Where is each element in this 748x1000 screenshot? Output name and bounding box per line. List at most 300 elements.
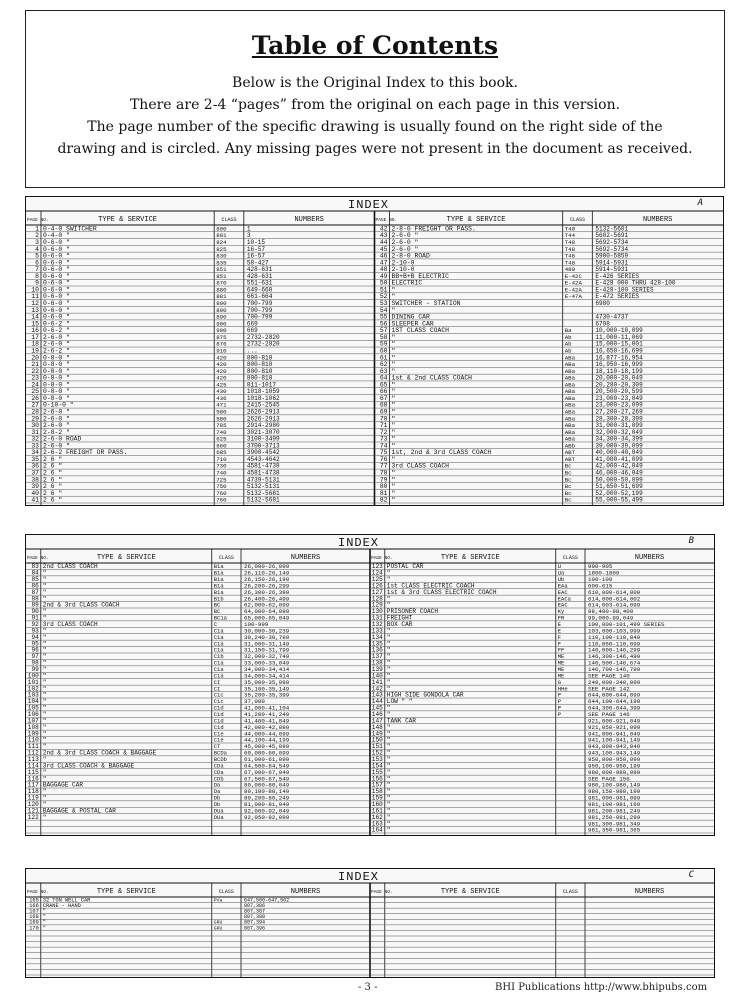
class-cell: 730 [216,462,227,470]
class-cell: ABa [564,394,576,402]
header-class: CLASS [562,555,578,561]
class-cell: 875 [216,333,227,341]
page-number-cell: 18 [31,340,39,348]
numbers-cell: 81,000-81,049 [244,801,290,808]
page-number-cell: 44 [379,238,388,246]
numbers-cell: 981,000-981,099 [588,794,641,802]
type-service-cell: 0-4-0 SWITCHER [42,225,97,233]
type-service-cell: " [42,768,47,776]
type-service-cell: 2-8-0 FREIGHT OR PASS. [391,225,476,233]
page-number-cell: 135 [371,640,383,648]
numbers-cell: 428-631 [246,266,273,274]
page-number-cell: 41 [31,496,39,504]
type-service-cell: BAGGAGE & POSTAL CAR [42,807,116,815]
numbers-cell: 30,240-30,799 [244,633,290,641]
class-cell: EACa [557,595,571,603]
class-cell: ME [557,666,565,673]
type-service-cell: " [391,408,396,416]
numbers-cell: 980,150-980,199 [588,788,641,796]
numbers-cell: 146,700-146,799 [588,666,641,673]
numbers-cell: 800-810 [246,367,273,375]
class-cell: ME [557,653,565,661]
numbers-cell: 614,000-614,002 [588,595,641,603]
type-service-cell: " [42,595,47,603]
numbers-cell: 5914-5931 [595,266,629,274]
class-cell: T48 [564,245,576,253]
class-cell: T44 [564,232,576,240]
numbers-cell: 800-810 [246,374,273,382]
class-cell: T48 [564,238,576,246]
type-service-cell: " [42,576,47,583]
class-cell: C1a [213,646,224,654]
page-number-cell: 64 [379,374,388,382]
page-number-cell: 156 [371,775,383,783]
page-number-cell: 37 [31,469,39,477]
page-number-cell: 62 [379,361,388,369]
numbers-cell: 60,000-60,099 [244,749,290,757]
type-service-cell: " [391,381,396,389]
numbers-cell: 644,000-644,099 [588,691,641,699]
type-service-cell: " [386,813,391,821]
class-cell: GRU [213,926,223,932]
page-number-cell: 112 [27,749,39,757]
type-service-cell: " [391,293,396,301]
page-number-cell: 118 [27,788,39,796]
type-service-cell: 0-6-0 " [42,313,70,321]
type-service-cell: 2-6-0 " [42,340,70,348]
type-service-cell: " [42,588,47,596]
numbers-cell: 807,388 [244,914,266,921]
type-service-cell: " [42,678,47,686]
type-service-cell: 0-6-0 " [42,286,70,294]
numbers-cell: 67,500-67,549 [244,775,290,783]
class-cell: 890 [216,306,227,314]
page-number-cell: 68 [379,401,388,409]
page-number-cell: 117 [27,781,39,789]
page-number-cell: 100 [27,672,39,680]
type-service-cell: " [42,685,47,693]
page-number-cell: 28 [31,408,39,416]
page-number-cell: 47 [379,259,388,267]
type-service-cell: " [386,646,391,654]
page-number-cell: 71 [379,422,388,430]
page-number-cell: 101 [27,678,39,686]
type-service-cell: 2-8-0 ROAD [391,252,430,260]
header-class: CLASS [218,889,234,895]
type-service-cell: 1st & 3rd CLASS ELECTRIC COACH [386,588,497,596]
type-service-cell: " [391,428,396,436]
page-number-cell: 73 [379,435,388,443]
page-number-cell: 147 [371,717,383,725]
type-service-cell: " [391,286,396,294]
class-cell: C1c [213,698,224,706]
type-service-cell: BAGGAGE CAR [42,781,84,789]
type-service-cell: " [42,756,47,763]
type-service-cell: " [386,653,391,661]
page-number-cell: 98 [31,659,39,667]
numbers-cell: 31,000-31,099 [595,422,643,430]
numbers-cell: 16-57 [246,245,266,253]
type-service-cell: 2 6 " [42,483,63,491]
class-cell: ABa [564,415,576,423]
class-cell: 420 [216,361,227,369]
page-number-cell: 61 [379,354,388,362]
numbers-cell: 52,000-52,199 [595,489,643,497]
index-title: INDEX [348,198,390,212]
class-cell: EAC [557,601,568,609]
page-number-cell: 86 [31,582,39,590]
numbers-cell: 921,050-921,099 [588,723,641,731]
numbers-cell: 5692-5734 [595,245,629,253]
page-number-cell: 114 [27,762,39,770]
index-scan-b [25,534,715,836]
numbers-cell: 428-631 [246,272,273,280]
class-cell: Bc [564,496,572,504]
numbers-cell: 146,000-146,299 [588,646,641,654]
page-number-cell: 77 [379,462,388,470]
toc-line: Below is the Original Index to this book. [232,75,518,91]
type-service-cell: 0-8-0 " [42,354,70,362]
numbers-cell: 146,500-146,674 [588,659,641,667]
page-number-cell: 60 [379,347,388,355]
class-cell: CT [213,743,221,751]
page-number-cell: 144 [371,698,383,706]
page-number-cell: 59 [379,340,388,348]
class-cell: B1a [213,569,224,577]
page-number-cell: 158 [371,788,383,796]
class-cell: 876 [216,340,227,348]
class-cell: Bc [564,483,572,491]
type-service-cell: 2-6-0 " [391,232,419,240]
numbers-cell: 1 [246,225,251,233]
class-cell: Db [213,794,221,802]
class-cell: EAC [557,588,568,596]
type-service-cell: " [391,489,396,497]
numbers-cell: 110,100-110,849 [588,633,641,641]
type-service-cell: " [42,640,47,648]
numbers-cell: E-428-100 SERIES [595,286,654,294]
class-cell: ABb [564,442,576,450]
numbers-cell: 58-427 [246,259,269,267]
class-cell: 425 [216,381,227,389]
header-page-no: PAGE NO. [375,218,398,223]
type-service-cell: " [391,367,396,375]
type-service-cell: " [386,730,391,738]
class-cell: Da [213,781,221,789]
type-service-cell: " [386,736,391,744]
class-cell: 900 [216,327,227,335]
class-cell: 824 [216,238,227,246]
class-cell: B1a [213,576,224,583]
type-service-cell: " [42,627,47,635]
numbers-cell: 32,000-32,049 [595,428,643,436]
numbers-cell: 92,050-92,099 [244,813,290,821]
numbers-cell: 943,000-943,049 [588,743,641,751]
type-service-cell: 0-8-0 " [42,361,70,369]
numbers-cell: 941,000-941,049 [588,730,641,738]
type-service-cell: " [386,704,391,712]
numbers-cell: 4581-4738 [246,469,280,477]
class-cell: FF [557,646,565,654]
class-cell: ME [557,659,565,667]
page-number-cell: 140 [371,672,383,680]
type-service-cell: " [386,601,391,609]
type-service-cell: 2 6 " [42,496,63,504]
page-number-cell: 137 [371,653,383,661]
numbers-cell: 669 [246,327,258,335]
numbers-cell: E-428 000 THRU 428-100 [595,279,676,287]
page-number-cell: 126 [371,582,383,590]
numbers-cell: 1800-1809 [588,569,620,577]
class-cell: 740 [216,469,227,477]
numbers-cell: 67,000-67,049 [244,768,290,776]
type-service-cell: 0-6-0 " [42,245,70,253]
page-number-cell: 33 [31,442,39,450]
numbers-cell: 5132-5131 [246,483,280,491]
page-number-cell: 63 [379,367,388,375]
page-number-cell: 94 [31,633,39,641]
class-cell: Bc [564,476,572,484]
index-table [26,197,723,505]
page-number-cell: 85 [31,576,39,583]
class-cell: ABa [564,428,576,436]
index-letter: C [688,870,694,880]
class-cell: ABa [564,435,576,443]
numbers-cell: 20,500-20,599 [595,388,643,396]
page-number-cell: 9 [35,279,39,287]
numbers-cell: 800-810 [246,354,273,362]
page-number-cell: 115 [27,768,39,776]
numbers-cell: 980,000-980,099 [588,768,641,776]
type-service-cell: " [42,646,47,654]
page-number-cell: 82 [379,496,388,504]
class-cell: 800 [216,225,227,233]
page-number-cell: 23 [31,374,39,382]
page-number-cell: 81 [379,489,388,497]
numbers-cell: 41,400-41,849 [244,717,290,725]
class-cell: 685 [216,449,227,457]
page-number-cell: 141 [371,678,383,686]
class-cell: E [557,621,562,628]
header-numbers: NUMBERS [642,216,673,224]
type-service-cell: " [42,736,47,744]
page-number-cell: 146 [371,711,383,718]
type-service-cell: 0-8-0 " [42,381,70,389]
numbers-cell: 35,000-35,099 [244,678,290,686]
page-number-cell: 124 [371,569,383,577]
numbers-cell: 26,000-26,099 [244,563,290,571]
class-cell: ABT [564,455,576,463]
class-cell: 660 [216,442,227,450]
type-service-cell: 1st & 2nd CLASS COACH [391,374,473,382]
type-service-cell: " [386,768,391,776]
header-class: CLASS [218,555,234,561]
index-letter: B [688,536,694,546]
numbers-cell: 3900-4542 [246,449,280,457]
type-service-cell: 2-6-0 " [391,245,419,253]
type-service-cell: 0-6-0 " [42,300,70,308]
numbers-cell: 614,003-614,099 [588,601,641,609]
page-number-cell: 75 [379,449,388,457]
index-title: INDEX [338,536,380,550]
page-number-cell: 142 [371,685,383,693]
numbers-cell: 99,000-99,049 [588,614,634,622]
class-cell: E-47A [564,293,582,301]
numbers-cell: 41,000-41,099 [595,455,643,463]
type-service-cell: 2-6-0 " [42,408,70,416]
page-number-cell: 67 [379,394,388,402]
class-cell: B1a [213,563,224,571]
type-service-cell: 2nd CLASS COACH [42,563,98,571]
numbers-cell: 981,250-981,299 [588,813,641,821]
type-service-cell: 0-8-0 " [42,388,70,396]
header-type-service: TYPE & SERVICE [96,554,156,562]
numbers-cell: 4543-4642 [246,455,280,463]
type-service-cell: 3rd CLASS COACH & BAGGAGE [42,762,135,770]
class-cell: 910 [216,347,227,355]
class-cell: 740 [216,428,227,436]
class-cell: C1e [213,730,224,738]
type-service-cell: " [386,762,391,770]
numbers-cell: 100-999 [244,621,269,628]
page-number-cell: 35 [31,455,39,463]
numbers-cell: 92,000-92,049 [244,807,290,815]
page-number-cell: 39 [31,483,39,491]
type-service-cell: " [42,794,47,802]
page-number-cell: 5 [35,252,39,260]
page-number-cell: 95 [31,640,39,648]
type-service-cell: " [42,608,47,616]
footer-page-number: - 3 - [358,982,378,993]
class-cell: ABa [564,361,576,369]
numbers-cell: 51,650-51,699 [595,483,643,491]
class-cell: ABa [564,388,576,396]
type-service-cell: 0-6-0 " [42,238,70,246]
page-number-cell: 21 [31,361,39,369]
class-cell: F [557,633,562,641]
type-service-cell: " [386,640,391,648]
page-number-cell: 167 [29,908,39,915]
type-service-cell: 2nd & 3rd CLASS COACH & BAGGAGE [42,749,157,757]
page-number-cell: 7 [35,266,39,274]
type-service-cell: " [386,723,391,731]
class-cell: ABa [564,367,576,375]
numbers-cell: 941,100-941,149 [588,736,641,744]
page-number-cell: 102 [27,685,39,693]
page-number-cell: 89 [31,601,39,609]
type-service-cell: POSTAL CAR [386,563,424,571]
type-service-cell: ELECTRIC [391,279,423,287]
type-service-cell: " [42,925,46,932]
type-service-cell: " [386,672,391,680]
type-service-cell: 0-6-0 " [42,279,70,287]
numbers-cell: 34,000-34,414 [244,666,290,673]
class-cell: Ky [557,608,565,616]
class-cell: C1a [213,659,224,667]
type-service-cell: 2-6-0 " [42,333,70,341]
page-number-cell: 125 [371,576,383,583]
header-page-no: PAGE NO. [27,218,49,223]
class-cell: C1d [213,711,224,718]
page-number-cell: 56 [379,320,388,328]
numbers-cell: 31,000-31,149 [244,640,290,648]
type-service-cell: " [42,743,47,751]
type-service-cell: 2-6-0 " [42,442,70,450]
numbers-cell: SEE PAGE 142 [588,685,630,693]
type-service-cell: FREIGHT [386,614,413,622]
type-service-cell: CRANE - HAND [42,903,81,910]
class-cell: C1e [213,736,224,744]
type-service-cell: " [391,455,396,463]
class-cell: Da [213,788,221,796]
header-numbers: NUMBERS [294,216,324,224]
page-number-cell: 27 [31,401,39,409]
page-number-cell: 161 [371,807,383,815]
index-letter: A [697,198,703,208]
type-service-cell: 0-6-0 " [42,259,70,267]
page-number-cell: 2 [35,232,39,240]
type-service-cell: " [386,794,391,802]
type-service-cell: SWITCHER - STATION [391,300,461,308]
class-cell: 870 [216,279,227,287]
class-cell: BCDb [213,756,227,763]
type-service-cell: DINING CAR [391,313,430,321]
numbers-cell: 4739-5131 [246,476,280,484]
numbers-cell: 15,000-15,001 [595,340,643,348]
page-number-cell: 149 [371,730,383,738]
class-cell: 881 [216,293,227,301]
class-cell: B1a [213,588,224,596]
toc-line: The page number of the specific drawing is usually found on the right side of the [87,119,663,135]
class-cell: 430 [216,388,227,396]
class-cell: C [213,621,218,628]
page-number-cell: 128 [371,595,383,603]
type-service-cell: " [386,633,391,641]
type-service-cell: " [42,666,47,673]
numbers-cell: 2732-2820 [246,333,280,341]
header-type-service: TYPE & SERVICE [446,216,506,224]
type-service-cell: " [386,743,391,751]
class-cell: BC [213,608,221,616]
numbers-cell: 35,100-35,149 [244,685,290,693]
class-cell: 420 [216,354,227,362]
class-cell: CI [213,685,221,693]
numbers-cell: 2415-2545 [246,401,280,409]
numbers-cell: 31,150-31,799 [244,646,290,654]
type-service-cell: 0-10-0 " [42,401,74,409]
type-service-cell: " [42,908,46,915]
page-number-cell: 113 [27,756,39,763]
page-number-cell: 120 [27,801,39,808]
page-number-cell: 106 [27,711,39,718]
type-service-cell: " [391,361,396,369]
numbers-cell: 600-615 [588,582,613,590]
page-number-cell: 108 [27,723,39,731]
toc-title: Table of Contents [251,31,499,60]
numbers-cell: 661-664 [246,293,273,301]
class-cell: ABa [564,374,576,382]
numbers-cell: 2732-2820 [246,340,280,348]
page-number-cell: 138 [371,659,383,667]
page-number-cell: 38 [31,476,39,484]
class-cell: T40 [564,225,576,233]
page-number-cell: 160 [371,801,383,808]
numbers-cell: 44,000-44,099 [244,730,290,738]
class-cell: E-42A [564,286,582,294]
type-service-cell: PRISONER COACH [386,608,438,616]
numbers-cell: 980,100-980,149 [588,781,641,789]
type-service-cell: " [42,704,47,712]
